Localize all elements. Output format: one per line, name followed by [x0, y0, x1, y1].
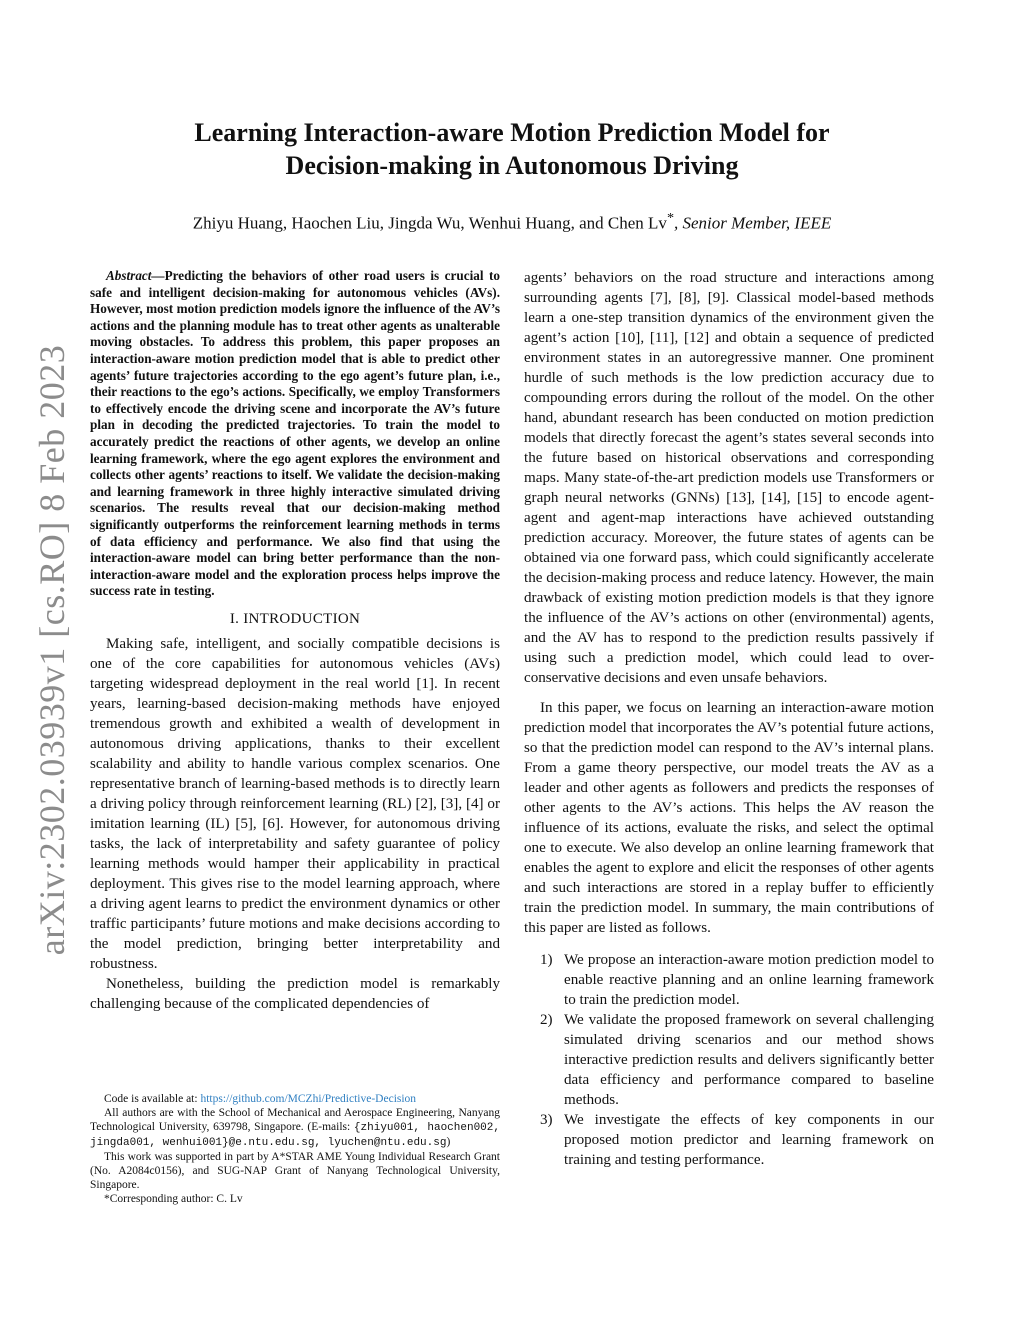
footnote-funding: This work was supported in part by A*STAR AME Young Individual Research Grant (No. A2084c0156), and SUG-NAP Grant of Nanyang Technological University, Singapore. — [90, 1151, 500, 1191]
footnote-corresponding-author: *Corresponding author: C. Lv — [104, 1193, 243, 1205]
author-membership: , Senior Member, IEEE — [674, 213, 832, 233]
paper-title — [120, 116, 904, 182]
contribution-item — [524, 1010, 934, 1110]
footnote-emails: {zhiyu001, haochen002, jingda001, wenhui001}@e.ntu.edu.sg, lyuchen@ntu.edu.sg — [90, 1122, 500, 1149]
section-heading-introduction: I. INTRODUCTION — [229, 610, 361, 627]
footnote-affiliation-text: All authors are with the School of Mechanical and Aerospace Engineering, Nanyang Technological University, 639798, Singapore. (E-mails: — [90, 1107, 500, 1133]
author-names: Zhiyu Huang, Haochen Liu, Jingda Wu, Wenhui Huang, and Chen Lv — [192, 213, 667, 233]
intro-paragraph-continued: agents’ behaviors on the road structure and interactions among surrounding agents [7], [8], [9]. Classical model-based methods learn a one-step transition dynamics of the environment given the agent’s action [10], [11], [12] and obtain a sequence of predicted environment states in an autoregressive manner. One prominent hurdle of such methods is the low prediction accuracy due to compounding errors during the rollout of the model. On the other hand, abundant research has been conducted on motion prediction models that directly forecast the agent’s states several seconds into the future based on historical observations and corresponding maps. Many state-of-the-art prediction models use Transformers or graph neural networks (GNNs) [13], [14], [15] to encode agent-agent and agent-map interactions have achieved outstanding prediction accuracy. Moreover, the future states of agents can be obtained via one forward pass, which could significantly accelerate the decision-making process and reduce latency. However, the main drawback of existing motion prediction models is that they ignore the influence of the AV’s actions on other (environmental) agents, and the AV has to respond to the prediction results passively if using such a prediction model, which could lead to over-conservative decisions and even unsafe behaviors. — [524, 270, 934, 686]
contribution-number: 2) — [540, 1012, 553, 1028]
contribution-text: We validate the proposed framework on several challenging simulated driving scenarios and our method shows interactive prediction results and delivers significantly better data efficiency and performance compared to baseline methods. — [564, 1012, 934, 1108]
arxiv-identifier-stamp: arXiv:2302.03939v1 [cs.RO] 8 Feb 2023 — [32, 344, 72, 956]
right-column — [524, 268, 934, 1170]
contribution-item — [524, 950, 934, 1010]
contribution-item — [524, 1110, 934, 1170]
contributions-list — [524, 950, 934, 1170]
footnote-affiliation-close: ) — [446, 1136, 451, 1148]
author-line — [120, 210, 904, 234]
abstract-label: Abstract— — [106, 268, 165, 283]
abstract-text: Predicting the behaviors of other road users is crucial to safe and intelligent decision-making for autonomous vehicles (AVs). However, most motion prediction models ignore the influence of the AV’s actions and the planning module has to treat other agents as unalterable moving obstacles. To address this problem, this paper proposes an interaction-aware motion prediction model that is able to predict other agents’ future trajectories according to the ego agent’s future plan, i.e., their reactions to the ego’s actions. Specifically, we employ Transformers to effectively encode the driving scene and incorporate the AV’s future plan in decoding the predicted trajectories. To train the model to accurately predict the reactions of other agents, we develop an online learning framework, where the ego agent explores the environment and collects other agents’ reactions to itself. We validate the decision-making and learning framework in three highly interactive simulated driving scenarios. The results reveal that our decision-making method significantly outperforms the reinforcement learning methods in terms of data efficiency and performance. We also find that using the interaction-aware model can bring better performance than the non-interaction-aware model and the exploration process helps improve the success rate in testing. — [90, 268, 500, 599]
intro-paragraph-focus: In this paper, we focus on learning an interaction-aware motion prediction model that incorporates the AV’s potential future actions, so that the prediction model can respond to the AV’s internal plans. From a game theory perspective, our model treats the AV as a leader and other agents as followers and predicts the responses of other agents to the AV’s actions. This helps the AV reason the influence of its actions, evaluate the risks, and select the optimal one to execute. We also develop an online learning framework that enables the agent to explore and elicit the responses of other agents and such interactions are stored in a replay buffer to efficiently train the prediction model. In summary, the main contributions of this paper are listed as follows. — [524, 700, 934, 936]
contribution-text: We propose an interaction-aware motion prediction model to enable reactive planning and an online learning framework to train the prediction model. — [564, 952, 934, 1008]
intro-paragraph-2: Nonetheless, building the prediction model is remarkably challenging because of the complicated dependencies of — [90, 975, 500, 1012]
contribution-number: 3) — [540, 1112, 553, 1128]
left-column — [90, 268, 500, 1014]
title-line-1: Learning Interaction-aware Motion Prediction Model for — [194, 118, 830, 147]
contribution-text: We investigate the effects of key components in our proposed motion predictor and learning framework on training and testing performance. — [564, 1112, 934, 1168]
corresponding-author-marker: * — [666, 210, 675, 226]
footnote-code-label: Code is available at: — [104, 1093, 201, 1105]
contribution-number: 1) — [540, 952, 553, 968]
intro-paragraph-1: Making safe, intelligent, and socially compatible decisions is one of the core capabilities for autonomous vehicles (AVs) targeting widespread deployment in the real world [1]. In recent years, learning-based decision-making methods have enjoyed tremendous growth and exhibited a wealth of development in autonomous driving applications, thanks to their excellent scalability and ability to handle various complex scenarios. One representative branch of learning-based methods is to directly learn a driving policy through reinforcement learning (RL) [2], [3], [4] or imitation learning (IL) [5], [6]. However, for autonomous driving tasks, the lack of interpretability and safety guarantee of policy learning methods would hamper their applicability in practical deployment. This gives rise to the model learning approach, where a driving agent learns to predict the environment dynamics or other traffic participants’ future motions and make decisions according to the model prediction, bringing better interpretability and robustness. — [90, 635, 500, 972]
abstract — [90, 268, 500, 600]
footnotes — [90, 1092, 500, 1206]
footnote-affiliation — [90, 1106, 500, 1150]
footnote-code — [90, 1092, 500, 1106]
title-line-2: Decision-making in Autonomous Driving — [285, 151, 739, 180]
code-repository-link[interactable]: https://github.com/MCZhi/Predictive-Decision — [200, 1093, 417, 1105]
